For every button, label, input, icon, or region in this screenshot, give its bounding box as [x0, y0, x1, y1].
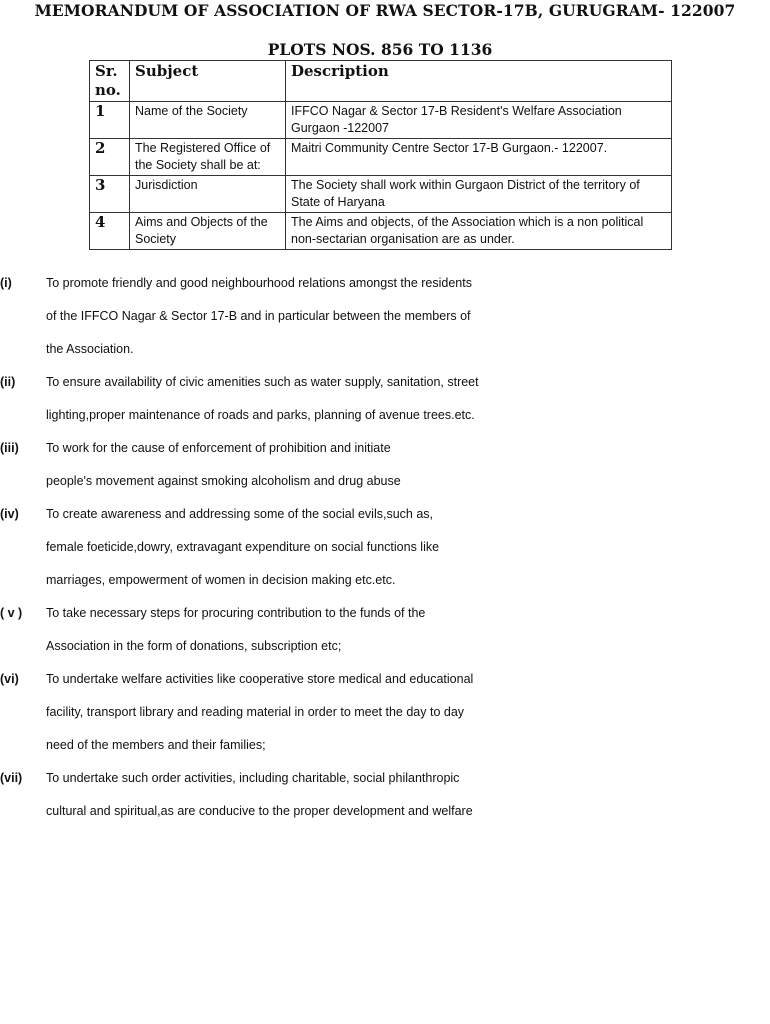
row-description: IFFCO Nagar & Sector 17-B Resident's Welfare Association Gurgaon -122007: [286, 102, 672, 139]
list-item: [0, 600, 770, 666]
item-number: (vii): [0, 771, 23, 785]
table-row: [90, 176, 672, 213]
list-item: [0, 369, 770, 435]
table-row: [90, 102, 672, 139]
item-number: (iii): [0, 441, 19, 455]
row-subject: Aims and Objects of the Society: [130, 213, 286, 250]
row-description: The Society shall work within Gurgaon District of the territory of State of Haryana: [286, 176, 672, 213]
list-item: [0, 765, 770, 831]
table-row: [90, 213, 672, 250]
item-text: marriages, empowerment of women in decision making etc.etc.: [46, 573, 396, 587]
row-sr-no: 4: [90, 213, 130, 250]
list-item: [0, 435, 770, 501]
item-text: To work for the cause of enforcement of prohibition and initiate: [46, 441, 391, 455]
item-text: To create awareness and addressing some of the social evils,such as,: [46, 507, 434, 521]
column-header-sr-no: Sr. no.: [90, 61, 130, 102]
item-text: To promote friendly and good neighbourhood relations amongst the residents: [46, 276, 472, 290]
row-subject: The Registered Office of the Society shall be at:: [130, 139, 286, 176]
item-number: (vi): [0, 672, 19, 686]
row-description: The Aims and objects, of the Association which is a non political non-sectarian organisation are as under.: [286, 213, 672, 250]
item-text: To undertake such order activities, including charitable, social philanthropic: [46, 771, 460, 785]
memorandum-table: [89, 60, 672, 250]
item-text: To take necessary steps for procuring contribution to the funds of the: [46, 606, 426, 620]
item-text: facility, transport library and reading material in order to meet the day to day: [46, 705, 465, 719]
item-text: the Association.: [46, 342, 134, 356]
row-subject: Jurisdiction: [130, 176, 286, 213]
item-text: female foeticide,dowry, extravagant expenditure on social functions like: [46, 540, 440, 554]
row-sr-no: 2: [90, 139, 130, 176]
row-subject: Name of the Society: [130, 102, 286, 139]
item-text: of the IFFCO Nagar & Sector 17-B and in particular between the members of: [46, 309, 471, 323]
list-item: [0, 270, 770, 369]
item-number: (iv): [0, 507, 19, 521]
table-row: [90, 139, 672, 176]
item-text: To ensure availability of civic amenities such as water supply, sanitation, street: [46, 375, 479, 389]
row-description: Maitri Community Centre Sector 17-B Gurgaon.- 122007.: [286, 139, 672, 176]
row-sr-no: 1: [90, 102, 130, 139]
row-sr-no: 3: [90, 176, 130, 213]
item-text: To undertake welfare activities like cooperative store medical and educational: [46, 672, 474, 686]
list-item: [0, 501, 770, 600]
item-text: lighting,proper maintenance of roads and parks, planning of avenue trees.etc.: [46, 408, 475, 422]
aims-and-objects-list: [0, 270, 770, 831]
table-header-row: [90, 61, 672, 102]
item-text: people's movement against smoking alcoholism and drug abuse: [46, 474, 401, 488]
column-header-description: Description: [286, 61, 672, 102]
item-number: (ii): [0, 375, 16, 389]
item-text: Association in the form of donations, subscription etc;: [46, 639, 342, 653]
item-number: ( v ): [0, 606, 23, 620]
item-number: (i): [0, 276, 12, 290]
item-text: cultural and spiritual,as are conducive to the proper development and welfare: [46, 804, 473, 818]
item-text: need of the members and their families;: [46, 738, 266, 752]
document-title: MEMORANDUM OF ASSOCIATION OF RWA SECTOR-17B, GURUGRAM- 122007: [34, 1, 736, 20]
document-subtitle: PLOTS NOS. 856 TO 1136: [267, 40, 493, 59]
column-header-subject: Subject: [130, 61, 286, 102]
list-item: [0, 666, 770, 765]
